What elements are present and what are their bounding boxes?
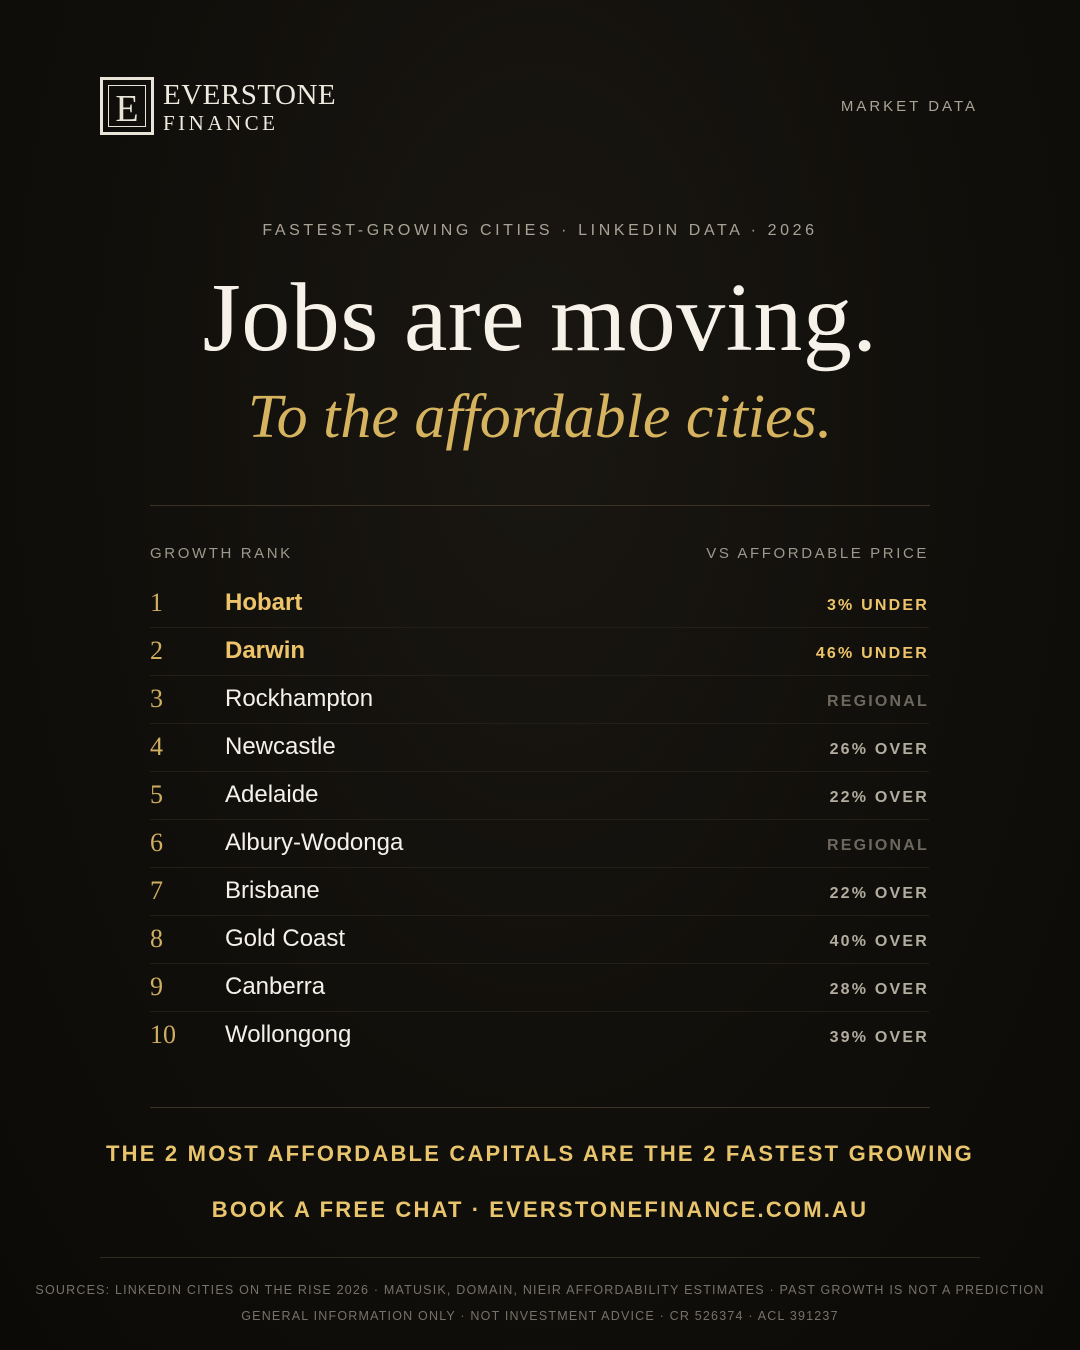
row-rank: 4 — [150, 732, 163, 761]
row-city: Hobart — [225, 589, 303, 616]
row-rank: 7 — [150, 876, 163, 905]
table-row — [150, 868, 929, 916]
brand-wordmark — [163, 79, 336, 134]
divider-top — [150, 505, 930, 506]
brand-line2: FINANCE — [163, 110, 279, 135]
row-city: Darwin — [225, 637, 306, 664]
row-value: 28% OVER — [829, 981, 929, 998]
ranking-table — [150, 580, 929, 1059]
brand-logo — [100, 74, 336, 138]
cta-separator: · — [471, 1197, 482, 1222]
callout: THE 2 MOST AFFORDABLE CAPITALS ARE THE 2 FASTEST GROWING — [106, 1141, 974, 1166]
cta-action: BOOK A FREE CHAT — [211, 1197, 464, 1222]
cta-line — [0, 1197, 1080, 1223]
row-value: 22% OVER — [829, 885, 929, 902]
column-header-rank: GROWTH RANK — [150, 545, 293, 562]
divider-bottom — [150, 1107, 930, 1108]
row-value: 22% OVER — [829, 789, 929, 806]
table-row — [150, 724, 929, 772]
section-tag: MARKET DATA — [840, 98, 978, 115]
row-city: Adelaide — [225, 781, 319, 808]
row-value: 3% UNDER — [826, 597, 929, 614]
logo-mark-icon — [100, 77, 154, 135]
row-rank: 1 — [150, 588, 163, 617]
row-rank: 3 — [150, 684, 163, 713]
row-value: 46% UNDER — [815, 645, 929, 662]
headline: Jobs are moving. — [202, 264, 878, 372]
table-row — [150, 580, 929, 628]
footer-sources: SOURCES: LINKEDIN CITIES ON THE RISE 2026 · MATUSIK, DOMAIN, NIEIR AFFORDABILITY ESTIMATES · PAST GROWTH IS NOT A PREDICTION — [35, 1283, 1045, 1297]
table-row — [150, 964, 929, 1012]
table-row — [150, 628, 929, 676]
brand-line1: EVERSTONE — [163, 78, 337, 111]
row-rank: 10 — [150, 1020, 176, 1049]
footer-disclaimer: GENERAL INFORMATION ONLY · NOT INVESTMENT ADVICE · CR 526374 · ACL 391237 — [241, 1309, 839, 1323]
row-city: Albury-Wodonga — [225, 829, 404, 856]
table-row — [150, 916, 929, 964]
kicker: FASTEST-GROWING CITIES · LINKEDIN DATA · 2026 — [262, 222, 818, 239]
row-city: Newcastle — [225, 733, 336, 760]
row-value: 26% OVER — [829, 741, 929, 758]
row-value: REGIONAL — [826, 837, 929, 854]
column-header-value: VS AFFORDABLE PRICE — [706, 545, 929, 562]
row-rank: 2 — [150, 636, 163, 665]
row-rank: 6 — [150, 828, 163, 857]
row-city: Canberra — [225, 973, 326, 1000]
subhead: To the affordable cities. — [247, 383, 833, 451]
row-city: Gold Coast — [225, 925, 346, 952]
row-value: 39% OVER — [829, 1029, 929, 1046]
cta-website-link[interactable]: EVERSTONEFINANCE.COM.AU — [489, 1197, 869, 1222]
row-city: Wollongong — [225, 1021, 352, 1048]
row-rank: 8 — [150, 924, 163, 953]
row-city: Rockhampton — [225, 685, 374, 712]
divider-footer — [100, 1257, 980, 1258]
row-value: 40% OVER — [829, 933, 929, 950]
row-rank: 5 — [150, 780, 163, 809]
row-city: Brisbane — [225, 877, 320, 904]
row-value: REGIONAL — [826, 693, 929, 710]
table-row — [150, 820, 929, 868]
table-row — [150, 772, 929, 820]
row-rank: 9 — [150, 972, 163, 1001]
table-row — [150, 676, 929, 724]
table-row — [150, 1012, 929, 1059]
svg-text:E: E — [115, 88, 139, 130]
